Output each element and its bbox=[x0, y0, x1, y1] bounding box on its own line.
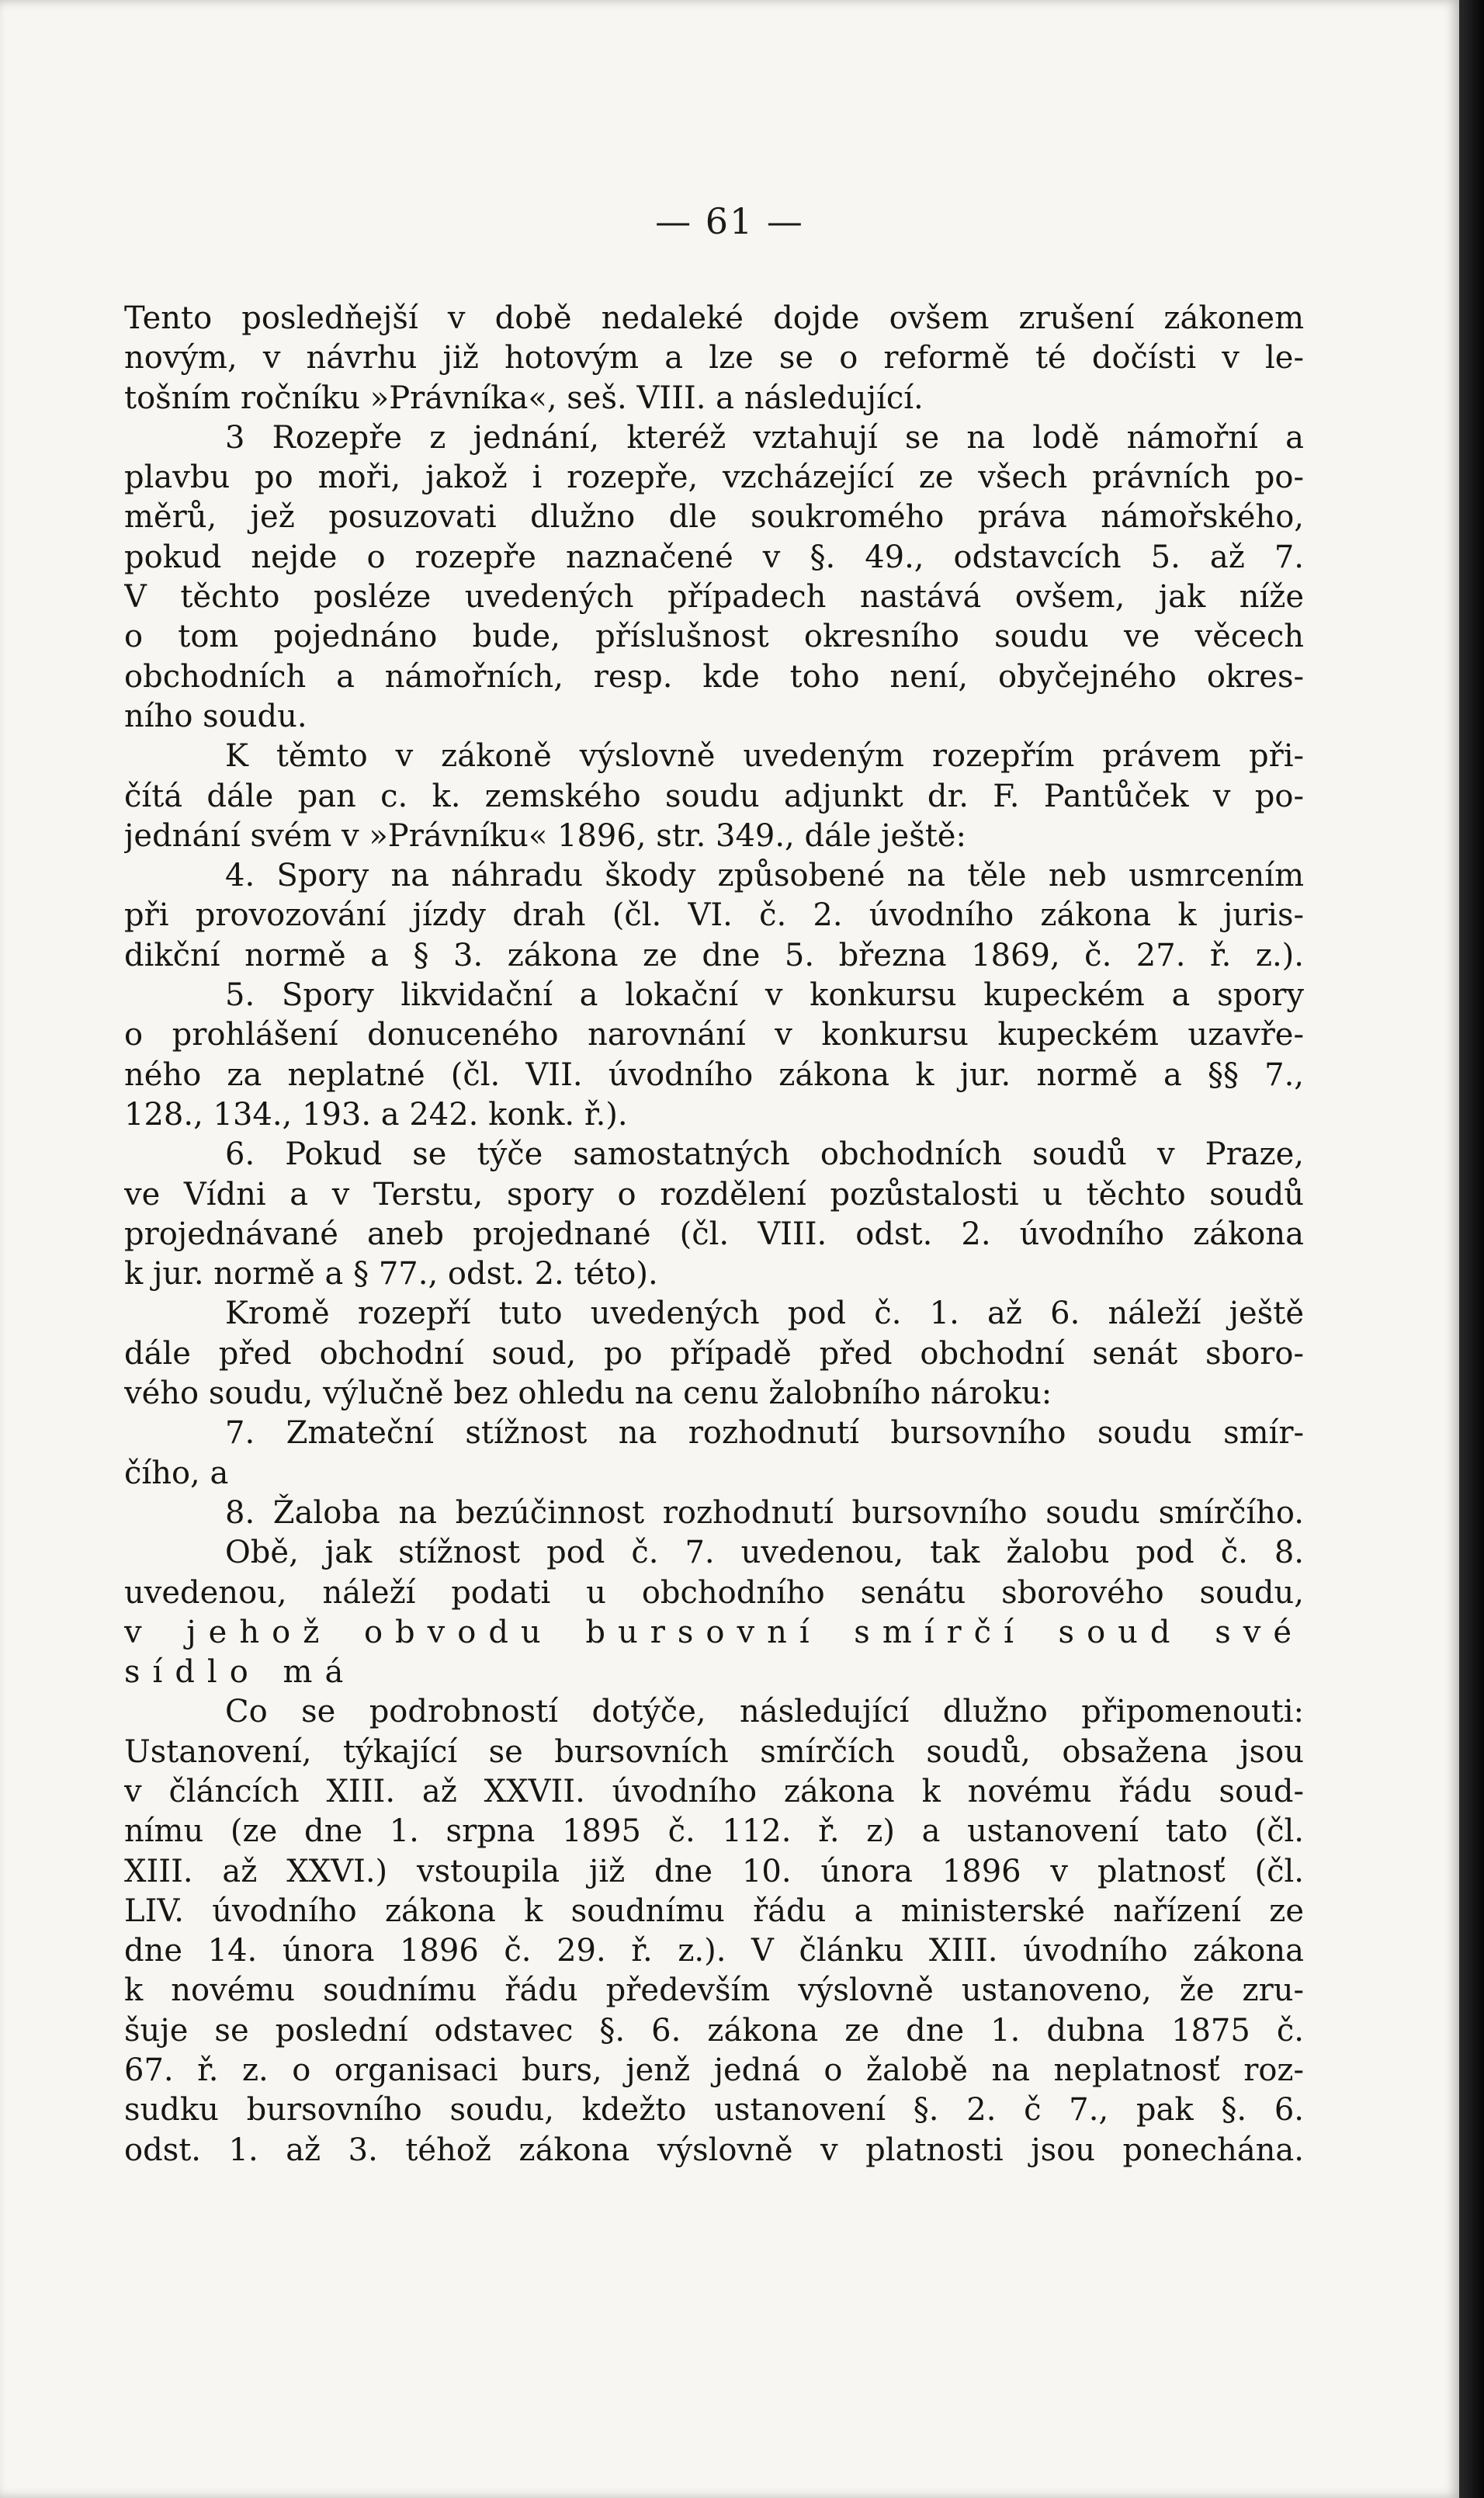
text-line: obchodních a námořních, resp. kde toho není, obyčejného okres- bbox=[124, 658, 1304, 695]
text-line: pokud nejde o rozepře naznačené v §. 49., odstavcích 5. až 7. bbox=[124, 539, 1304, 575]
text-line: Tento posledňejší v době nedaleké dojde ovšem zrušení zákonem bbox=[124, 300, 1304, 336]
body-text bbox=[124, 299, 1304, 2170]
text-line: K těmto v zákoně výslovně uvedeným rozepřím právem při- bbox=[225, 738, 1304, 775]
text-line: o tom pojednáno bude, příslušnost okresního soudu ve věcech bbox=[124, 619, 1304, 655]
text-line: tošním ročníku »Právníka«, seš. VIII. a následující. bbox=[124, 380, 924, 416]
text-line: odst. 1. až 3. téhož zákona výslovně v platnosti jsou ponechána. bbox=[124, 2132, 1304, 2168]
text-line: vého soudu, výlučně bez ohledu na cenu žalobního nároku: bbox=[124, 1376, 1052, 1412]
text-line: v článcích XIII. až XXVII. úvodního zákona k novému řádu soud- bbox=[124, 1773, 1304, 1809]
scan-edge bbox=[1459, 0, 1484, 2498]
text-line: šuje se poslední odstavec §. 6. zákona ze dne 1. dubna 1875 č. bbox=[124, 2012, 1304, 2049]
text-line: 8. Žaloba na bezúčinnost rozhodnutí bursovního soudu smírčího. bbox=[225, 1494, 1304, 1531]
text-line: měrů, jež posuzovati dlužno dle soukromého práva námořského, bbox=[124, 499, 1304, 536]
text-line: LIV. úvodního zákona k soudnímu řádu a ministerské nařízení ze bbox=[124, 1893, 1304, 1929]
text-line: 5. Spory likvidační a lokační v konkursu kupeckém a spory bbox=[225, 977, 1304, 1014]
text-line: 67. ř. z. o organisaci burs, jenž jedná o žalobě na neplatnosť roz- bbox=[124, 2052, 1304, 2089]
text-line: ního soudu. bbox=[124, 698, 307, 734]
text-line: 6. Pokud se týče samostatných obchodních soudů v Praze, bbox=[225, 1136, 1304, 1173]
text-line: k jur. normě a § 77., odst. 2. této). bbox=[124, 1256, 658, 1292]
text-line: 128., 134., 193. a 242. konk. ř.). bbox=[124, 1096, 628, 1133]
text-line: Kromě rozepří tuto uvedených pod č. 1. až 6. náleží ještě bbox=[225, 1296, 1304, 1332]
text-line: projednávané aneb projednané (čl. VIII. odst. 2. úvodního zákona bbox=[124, 1216, 1304, 1252]
text-line: v jehož obvodu bursovní smírčí soud své bbox=[124, 1614, 1304, 1650]
text-line: sídlo má bbox=[124, 1654, 356, 1691]
text-line: 4. Spory na náhradu škody způsobené na těle neb usmrcením bbox=[225, 858, 1304, 894]
text-line: novým, v návrhu již hotovým a lze se o reformě té dočísti v le- bbox=[124, 340, 1304, 376]
text-line: XIII. až XXVI.) vstoupila již dne 10. února 1896 v platnosť (čl. bbox=[124, 1853, 1304, 1889]
text-line: ve Vídni a v Terstu, spory o rozdělení pozůstalosti u těchto soudů bbox=[124, 1176, 1304, 1213]
text-line: sudku bursovního soudu, kdežto ustanovení §. 2. č 7., pak §. 6. bbox=[124, 2092, 1304, 2129]
text-line: dne 14. února 1896 č. 29. ř. z.). V článku XIII. úvodního zákona bbox=[124, 1933, 1304, 1969]
text-line: Obě, jak stížnost pod č. 7. uvedenou, tak žalobu pod č. 8. bbox=[225, 1535, 1304, 1571]
text-line: Ustanovení, týkající se bursovních smírčích soudů, obsažena jsou bbox=[124, 1733, 1304, 1770]
text-line: dále před obchodní soud, po případě před obchodní senát sboro- bbox=[124, 1335, 1304, 1372]
text-line: jednání svém v »Právníku« 1896, str. 349., dále ještě: bbox=[124, 817, 966, 854]
text-line: uvedenou, náleží podati u obchodního senátu sborového soudu, bbox=[124, 1574, 1304, 1611]
text-line: nímu (ze dne 1. srpna 1895 č. 112. ř. z) a ustanovení tato (čl. bbox=[124, 1813, 1304, 1850]
page-number: — 61 — bbox=[655, 200, 804, 242]
text-line: 3 Rozepře z jednání, kteréž vztahují se na lodě námořní a bbox=[225, 419, 1304, 456]
text-line: čího, a bbox=[124, 1455, 229, 1491]
text-line: dikční normě a § 3. zákona ze dne 5. března 1869, č. 27. ř. z.). bbox=[124, 937, 1304, 973]
text-line: o prohlášení donuceného narovnání v konkursu kupeckém uzavře- bbox=[124, 1017, 1304, 1053]
text-line: Co se podrobností dotýče, následující dlužno připomenouti: bbox=[225, 1694, 1304, 1730]
text-line: plavbu po moři, jakož i rozepře, vzcházející ze všech právních po- bbox=[124, 460, 1304, 496]
text-line: čítá dále pan c. k. zemského soudu adjunkt dr. F. Pantůček v po- bbox=[124, 778, 1304, 814]
text-line: ného za neplatné (čl. VII. úvodního zákona k jur. normě a §§ 7., bbox=[124, 1056, 1304, 1093]
text-line: V těchto posléze uvedených případech nastává ovšem, jak níže bbox=[124, 579, 1304, 616]
text-line: 7. Zmateční stížnost na rozhodnutí bursovního soudu smír- bbox=[225, 1415, 1304, 1452]
text-line: při provozování jízdy drah (čl. VI. č. 2. úvodního zákona k juris- bbox=[124, 897, 1304, 934]
text-line: k novému soudnímu řádu především výslovně ustanoveno, že zru- bbox=[124, 1972, 1304, 2009]
